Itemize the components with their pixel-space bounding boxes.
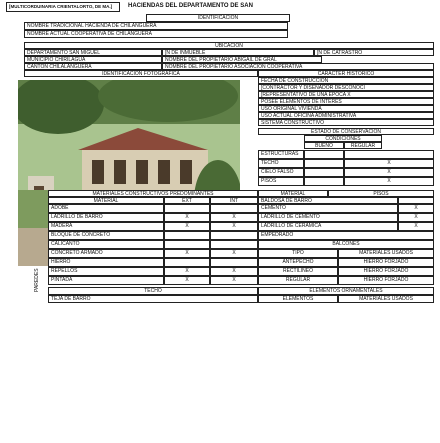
material-row: LADRILLO DE BARRO — [48, 213, 164, 222]
material-ext — [164, 240, 210, 249]
material-col-header: MATERIAL — [48, 197, 164, 204]
photo-title: IDENTIFICACION FOTOGRAFICA — [24, 70, 258, 77]
balconies-title: BALCONES — [258, 240, 434, 249]
balcony-type-header: TIPO — [258, 249, 338, 258]
municipality-field: MUNICIPIO CHIRILAGUA — [24, 56, 162, 63]
material-ext — [164, 258, 210, 267]
floor-material: LADRILLO DE CEMENTO — [258, 213, 398, 222]
elements-field: POSEE ELEMENTOS DE INTERES — [258, 98, 434, 105]
material-row: BLOQUE DE CONCRETO — [48, 231, 164, 240]
balcony-material: HIERRO FORJADO — [338, 267, 434, 276]
condition-row-b: X — [344, 159, 434, 168]
condition-good: BUENO — [304, 142, 344, 149]
owner-field: NOMBRE DEL PROPIETARIO ABIGAIL DE GRAL — [162, 56, 322, 63]
construction-date-field: FECHA DE CONSTRUCCION — [258, 77, 434, 84]
condition-regular: REGULAR — [344, 142, 382, 149]
material-ext — [164, 204, 210, 213]
other-owner-field: NOMBRE DEL PROPIETARIO ASOCIACION COOPERATIVA — [162, 63, 434, 70]
canton-field: CANTON CHILALANGUERA — [24, 63, 162, 70]
condition-row-a — [304, 159, 344, 168]
material-int: X — [210, 276, 258, 285]
balcony-type: ANTEPECHO — [258, 258, 338, 267]
original-use-field: USO ORIGINAL VIVIENDA — [258, 105, 434, 112]
material-row: ADOBE — [48, 204, 164, 213]
condition-row-label: CIELO FALSO — [258, 168, 304, 177]
current-use-field: USO ACTUAL OFICINA ADMINISTRATIVA — [258, 112, 434, 119]
builder-field: [CONTRACTOR Y DISEÑADOR DESCONOCI — [258, 84, 434, 91]
material-row: HIERRO — [48, 258, 164, 267]
condition-row-label: PISOS — [258, 177, 304, 186]
material-row: REPELLOS — [48, 267, 164, 276]
location-title: UBICACION — [24, 42, 434, 49]
material-row: CONCRETO ARMADO — [48, 249, 164, 258]
page-title: HACIENDAS DEL DEPARTAMENTO DE SAN — [128, 3, 253, 9]
material-ext: X — [164, 213, 210, 222]
property-number-field: [N DE INMUEBLE — [162, 49, 314, 56]
material-ext: X — [164, 267, 210, 276]
condition-row-a — [304, 177, 344, 186]
material-ext: X — [164, 249, 210, 258]
org-label: [MULTICORDUINARIA CRIENTALORTO, DE MA.] — [6, 2, 120, 12]
conservation-title: ESTADO DE CONSERVACION — [258, 128, 434, 135]
roof-material: TEJA DE BARRO — [48, 295, 258, 303]
heritage-form-sheet — [4, 2, 434, 440]
conditions-label: CONDICIONES — [304, 135, 382, 142]
material-row: PINTADA — [48, 276, 164, 285]
balcony-type: RECTILINEO — [258, 267, 338, 276]
cadastral-field: [N DE CATRASTRO — [314, 49, 434, 56]
ornamental-elements: ELEMENTOS — [258, 295, 338, 303]
material-int: X — [210, 249, 258, 258]
material-row: MADERA — [48, 222, 164, 231]
department-field: DEPARTAMENTO SAN MIGUEL — [24, 49, 162, 56]
floor-material: CEMENTO — [258, 204, 398, 213]
balcony-material: HIERRO FORJADO — [338, 258, 434, 267]
identification-title: IDENTIFICACION — [146, 14, 290, 22]
floors-title: PISOS — [328, 190, 434, 197]
material-int — [210, 240, 258, 249]
representative-field: [REPRESENTATIVO DE UNA EPOCA X — [258, 91, 434, 98]
material-int: X — [210, 222, 258, 231]
system-field: SISTEMA CONSTRUCTIVO — [258, 119, 434, 126]
condition-row-b: X — [344, 168, 434, 177]
condition-row-a — [304, 168, 344, 177]
floor-material: BALDOSA DE BARRO — [258, 197, 398, 204]
materials-title: MATERIALES CONSTRUCTIVOS PREDOMINANTES — [48, 190, 258, 197]
current-name-field: NOMBRE ACTUAL COOPERATIVA DE CHILANGUERA — [24, 30, 288, 38]
floor-material: EMPEDRADO — [258, 231, 434, 240]
floor-value: X — [398, 204, 434, 213]
roof-title: TECHO — [48, 287, 258, 295]
balcony-material: HIERRO FORJADO — [338, 276, 434, 285]
ornamental-title: ELEMENTOS ORNAMENTALES — [258, 287, 434, 295]
int-col-header: INT — [210, 197, 258, 204]
walls-label: PAREDES — [34, 268, 40, 292]
historic-title: CARACTER HISTORICO — [258, 70, 434, 77]
material-row: CALICANTO — [48, 240, 164, 249]
condition-row-a — [304, 150, 344, 159]
material-int: X — [210, 213, 258, 222]
floor-value: X — [398, 222, 434, 231]
material-int — [210, 231, 258, 240]
condition-row-label: TECHO — [258, 159, 304, 168]
material-ext — [164, 231, 210, 240]
condition-row-b — [344, 150, 434, 159]
balcony-material-header: MATERIALES USADOS — [338, 249, 434, 258]
material-int: X — [210, 267, 258, 276]
material-ext: X — [164, 276, 210, 285]
ornamental-materials: MATERIALES USADOS — [338, 295, 434, 303]
material-ext: X — [164, 222, 210, 231]
floor-material: LADRILLO DE CERAMICA — [258, 222, 398, 231]
condition-row-b: X — [344, 177, 434, 186]
ext-col-header: EXT — [164, 197, 210, 204]
floor-value: X — [398, 213, 434, 222]
condition-row-label: ESTRUCTURAS — [258, 150, 304, 159]
traditional-name-field: NOMBRE TRADICIONAL HACIENDA DE CHILANGUERA — [24, 22, 288, 30]
balcony-type: REGULAR — [258, 276, 338, 285]
floor-value — [398, 197, 434, 204]
material-int — [210, 258, 258, 267]
materials-right-title: MATERIAL — [258, 190, 328, 197]
material-int — [210, 204, 258, 213]
